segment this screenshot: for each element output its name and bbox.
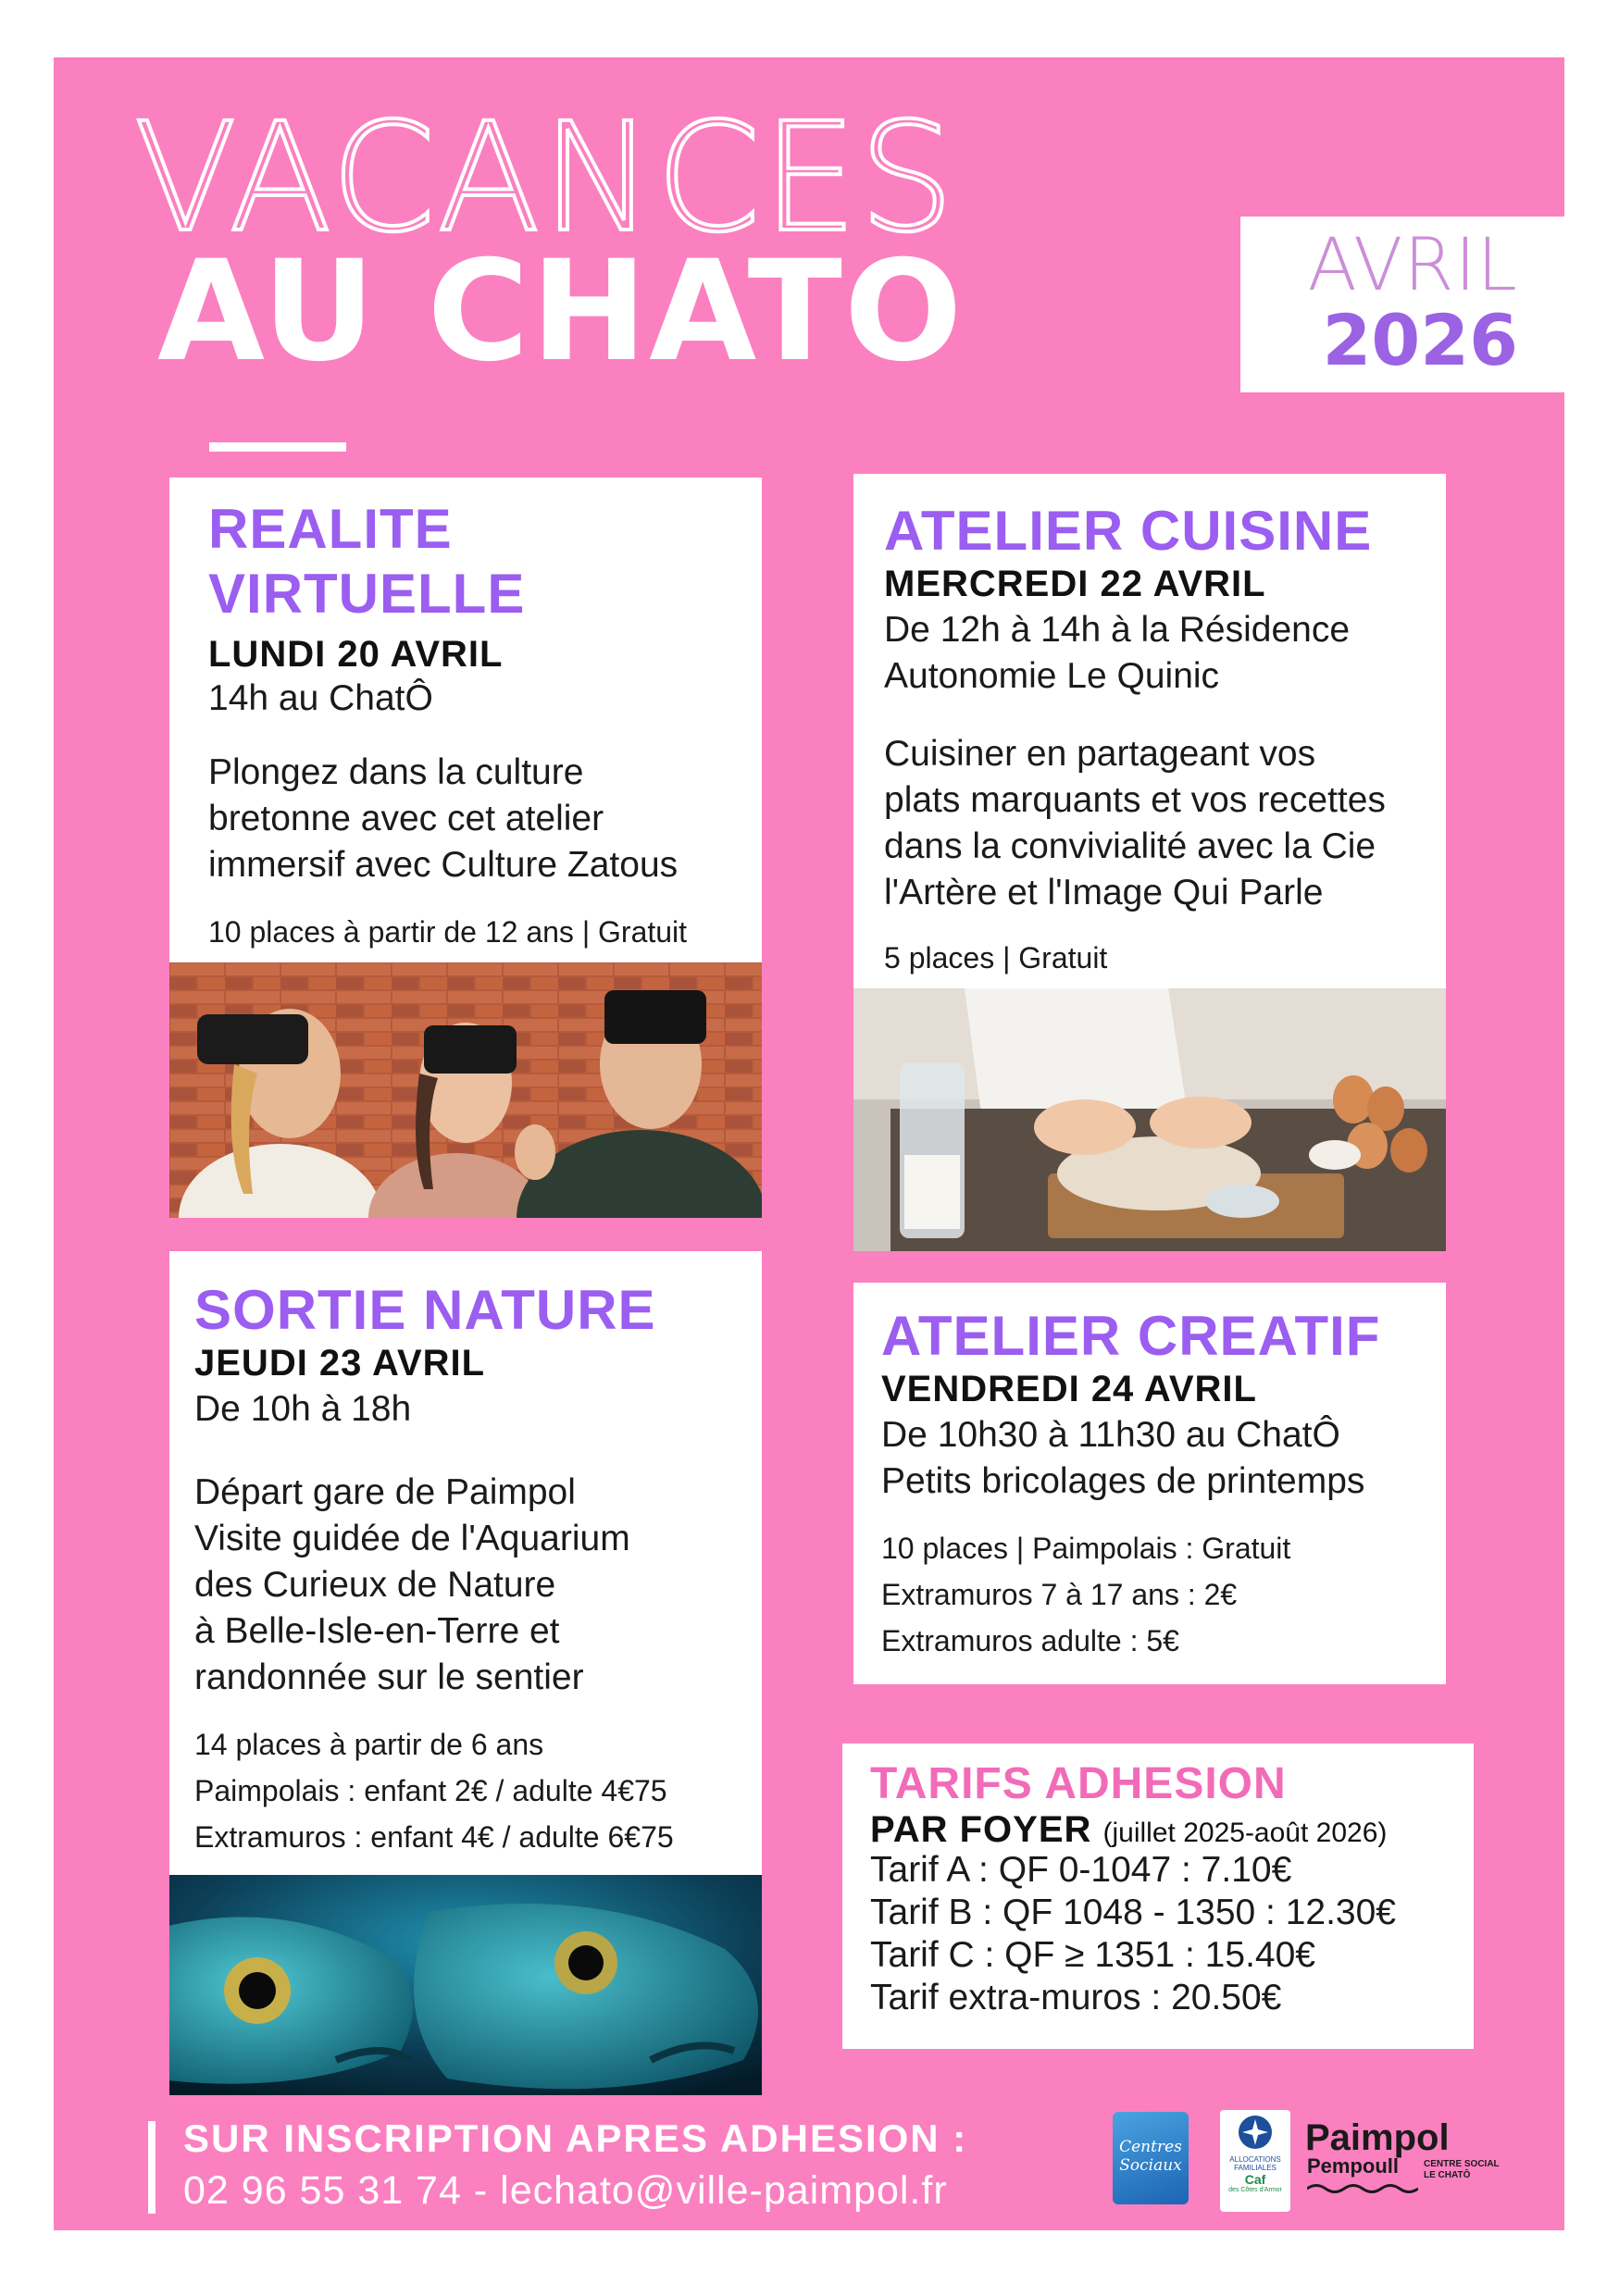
tarif-line: Tarif C : QF ≥ 1351 : 15.40€ xyxy=(870,1935,1315,1975)
title-vacances: VACANCES xyxy=(134,92,956,266)
event-desc-line: Cuisiner en partageant vos xyxy=(884,734,1316,774)
centres-sociaux-logo-text: Centres Sociaux xyxy=(1119,2138,1182,2175)
event-info-line: Extramuros adulte : 5€ xyxy=(881,1624,1179,1657)
event-desc-line: plats marquants et vos recettes xyxy=(884,780,1386,820)
month-label: AVRIL xyxy=(1307,224,1518,307)
date-box xyxy=(1240,217,1566,392)
cooking-photo xyxy=(853,988,1446,1251)
tarif-line: Tarif B : QF 1048 - 1350 : 12.30€ xyxy=(870,1893,1396,1932)
event-info-line: 14 places à partir de 6 ans xyxy=(194,1728,544,1761)
tarif-line: Tarif extra-muros : 20.50€ xyxy=(870,1978,1282,2017)
caf-text-1: ALLOCATIONS xyxy=(1229,2155,1281,2164)
event-desc-line: l'Artère et l'Image Qui Parle xyxy=(884,873,1324,912)
event-desc-line: à Belle-Isle-en-Terre et xyxy=(194,1611,560,1651)
event-info: 10 places à partir de 12 ans | Gratuit xyxy=(208,915,688,949)
event-date: VENDREDI 24 AVRIL xyxy=(881,1369,1257,1409)
event-date: LUNDI 20 AVRIL xyxy=(208,634,504,675)
event-desc-line: Départ gare de Paimpol xyxy=(194,1472,576,1512)
card-atelier-cuisine xyxy=(853,474,1446,1251)
event-desc-line: Plongez dans la culture xyxy=(208,752,584,792)
event-date: JEUDI 23 AVRIL xyxy=(194,1343,486,1384)
event-time-line: Autonomie Le Quinic xyxy=(884,656,1220,696)
card-title: ATELIER CREATIF xyxy=(881,1305,1381,1367)
footer-accent-bar xyxy=(148,2121,156,2214)
caf-text-3: Caf xyxy=(1244,2172,1266,2187)
paimpol-breton-name: Pempoull xyxy=(1307,2154,1400,2178)
caf-text-4: des Côtes d'Armor xyxy=(1228,2187,1282,2193)
event-info-line: Paimpolais : enfant 2€ / adulte 4€75 xyxy=(194,1774,667,1807)
event-time: 14h au ChatÔ xyxy=(208,678,433,718)
card-tarifs-adhesion xyxy=(842,1744,1474,2049)
card-title: SORTIE NATURE xyxy=(194,1279,656,1341)
paimpol-le-chato: LE CHATÔ xyxy=(1424,2170,1471,2180)
title-divider xyxy=(209,442,346,452)
fish-photo xyxy=(169,1875,762,2095)
caf-emblem-icon xyxy=(1235,2114,1276,2151)
event-time: De 10h à 18h xyxy=(194,1389,412,1429)
event-info-line: Extramuros : enfant 4€ / adulte 6€75 xyxy=(194,1820,674,1854)
event-desc-line: immersif avec Culture Zatous xyxy=(208,845,679,885)
footer-contact: 02 96 55 31 74 - lechato@ville-paimpol.fr xyxy=(183,2168,948,2213)
card-title: TARIFS ADHESION xyxy=(870,1759,1287,1808)
card-title: ATELIER CUISINE xyxy=(884,500,1373,562)
card-atelier-creatif xyxy=(853,1283,1446,1684)
event-desc-line: dans la convivialité avec la Cie xyxy=(884,826,1376,866)
tarif-line: Tarif A : QF 0-1047 : 7.10€ xyxy=(870,1850,1292,1890)
year-label: 2026 xyxy=(1322,299,1518,381)
card-sortie-nature xyxy=(169,1251,762,2095)
event-info: 5 places | Gratuit xyxy=(884,941,1108,974)
event-desc-line: bretonne avec cet atelier xyxy=(208,799,604,838)
event-desc: Petits bricolages de printemps xyxy=(881,1461,1365,1501)
event-info-line: 10 places | Paimpolais : Gratuit xyxy=(881,1532,1291,1565)
wave-icon xyxy=(1307,2182,1418,2195)
centres-sociaux-logo xyxy=(1113,2112,1189,2204)
event-time: De 10h30 à 11h30 au ChatÔ xyxy=(881,1415,1340,1455)
card-realite-virtuelle xyxy=(169,478,762,1218)
event-time-line: De 12h à 14h à la Résidence xyxy=(884,610,1351,650)
card-title-line1: REALITE xyxy=(208,498,453,560)
caf-text-2: FAMILIALES xyxy=(1234,2164,1277,2172)
paimpol-centre-social: CENTRE SOCIAL xyxy=(1424,2159,1500,2169)
tarif-subtitle xyxy=(870,1808,1387,1855)
event-desc-line: randonnée sur le sentier xyxy=(194,1657,584,1697)
footer-inscription: SUR INSCRIPTION APRES ADHESION : xyxy=(183,2116,968,2160)
caf-logo xyxy=(1220,2110,1290,2212)
event-date: MERCREDI 22 AVRIL xyxy=(884,564,1266,604)
vr-photo xyxy=(169,962,762,1218)
paimpol-name: Paimpol xyxy=(1305,2117,1450,2158)
event-desc-line: des Curieux de Nature xyxy=(194,1565,556,1605)
card-title-line2: VIRTUELLE xyxy=(208,563,526,625)
paimpol-logo xyxy=(1305,2119,1527,2208)
tarif-period: (juillet 2025-août 2026) xyxy=(1102,1818,1388,1848)
title-au-chato: AU CHATO xyxy=(157,231,965,392)
event-info-line: Extramuros 7 à 17 ans : 2€ xyxy=(881,1578,1238,1611)
tarif-subtitle-main: PAR FOYER xyxy=(870,1809,1092,1850)
event-desc-line: Visite guidée de l'Aquarium xyxy=(194,1519,630,1558)
